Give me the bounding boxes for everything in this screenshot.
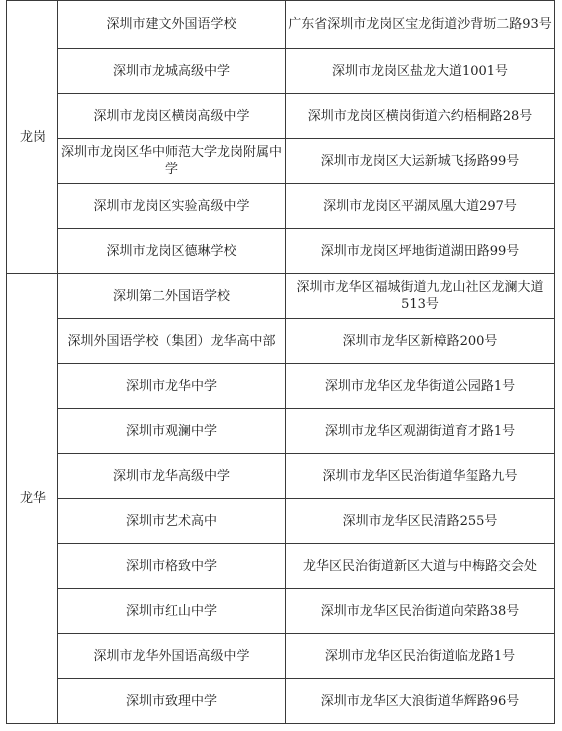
school-address-cell: 深圳市龙华区观湖街道育才路1号 — [286, 409, 555, 454]
school-name-cell: 深圳市致理中学 — [58, 679, 286, 724]
table-row — [7, 634, 555, 679]
school-address-cell: 深圳市龙岗区横岗街道六约梧桐路28号 — [286, 94, 555, 139]
school-address-cell: 深圳市龙华区民清路255号 — [286, 499, 555, 544]
table-row — [7, 544, 555, 589]
table-row — [7, 139, 555, 184]
table-row — [7, 274, 555, 319]
school-address-cell: 深圳市龙岗区大运新城飞扬路99号 — [286, 139, 555, 184]
table-row — [7, 229, 555, 274]
school-address-cell: 龙华区民治街道新区大道与中梅路交会处 — [286, 544, 555, 589]
school-name-cell: 深圳外国语学校（集团）龙华高中部 — [58, 319, 286, 364]
table-row — [7, 94, 555, 139]
school-name-cell: 深圳市龙岗区德琳学校 — [58, 229, 286, 274]
school-name-cell: 深圳市艺术高中 — [58, 499, 286, 544]
district-cell: 龙华 — [7, 274, 58, 724]
table-row — [7, 364, 555, 409]
school-name-cell: 深圳市观澜中学 — [58, 409, 286, 454]
school-name-cell: 深圳第二外国语学校 — [58, 274, 286, 319]
table-row — [7, 499, 555, 544]
table-row — [7, 184, 555, 229]
table-row — [7, 1, 555, 49]
school-name-cell: 深圳市红山中学 — [58, 589, 286, 634]
school-name-cell: 深圳市建文外国语学校 — [58, 1, 286, 49]
school-address-cell: 深圳市龙华区大浪街道华辉路96号 — [286, 679, 555, 724]
table-row — [7, 49, 555, 94]
school-address-cell: 深圳市龙华区福城街道九龙山社区龙澜大道513号 — [286, 274, 555, 319]
school-name-cell: 深圳市龙城高级中学 — [58, 49, 286, 94]
school-address-cell: 深圳市龙华区新樟路200号 — [286, 319, 555, 364]
table-row — [7, 679, 555, 724]
school-address-cell: 深圳市龙岗区平湖凤凰大道297号 — [286, 184, 555, 229]
district-cell: 龙岗 — [7, 1, 58, 274]
school-table-body — [7, 1, 555, 724]
table-row — [7, 589, 555, 634]
school-table — [6, 0, 555, 724]
school-name-cell: 深圳市龙华外国语高级中学 — [58, 634, 286, 679]
school-address-cell: 深圳市龙华区龙华街道公园路1号 — [286, 364, 555, 409]
school-address-cell: 深圳市龙岗区坪地街道湖田路99号 — [286, 229, 555, 274]
school-address-cell: 深圳市龙华区民治街道华玺路九号 — [286, 454, 555, 499]
school-name-cell: 深圳市龙岗区实验高级中学 — [58, 184, 286, 229]
school-name-cell: 深圳市格致中学 — [58, 544, 286, 589]
school-address-cell: 深圳市龙岗区盐龙大道1001号 — [286, 49, 555, 94]
table-row — [7, 454, 555, 499]
school-address-cell: 深圳市龙华区民治街道向荣路38号 — [286, 589, 555, 634]
school-name-cell: 深圳市龙华中学 — [58, 364, 286, 409]
school-address-cell: 深圳市龙华区民治街道临龙路1号 — [286, 634, 555, 679]
school-address-cell: 广东省深圳市龙岗区宝龙街道沙背坜二路93号 — [286, 1, 555, 49]
school-name-cell: 深圳市龙岗区华中师范大学龙岗附属中学 — [58, 139, 286, 184]
school-name-cell: 深圳市龙华高级中学 — [58, 454, 286, 499]
school-name-cell: 深圳市龙岗区横岗高级中学 — [58, 94, 286, 139]
table-row — [7, 409, 555, 454]
table-row — [7, 319, 555, 364]
